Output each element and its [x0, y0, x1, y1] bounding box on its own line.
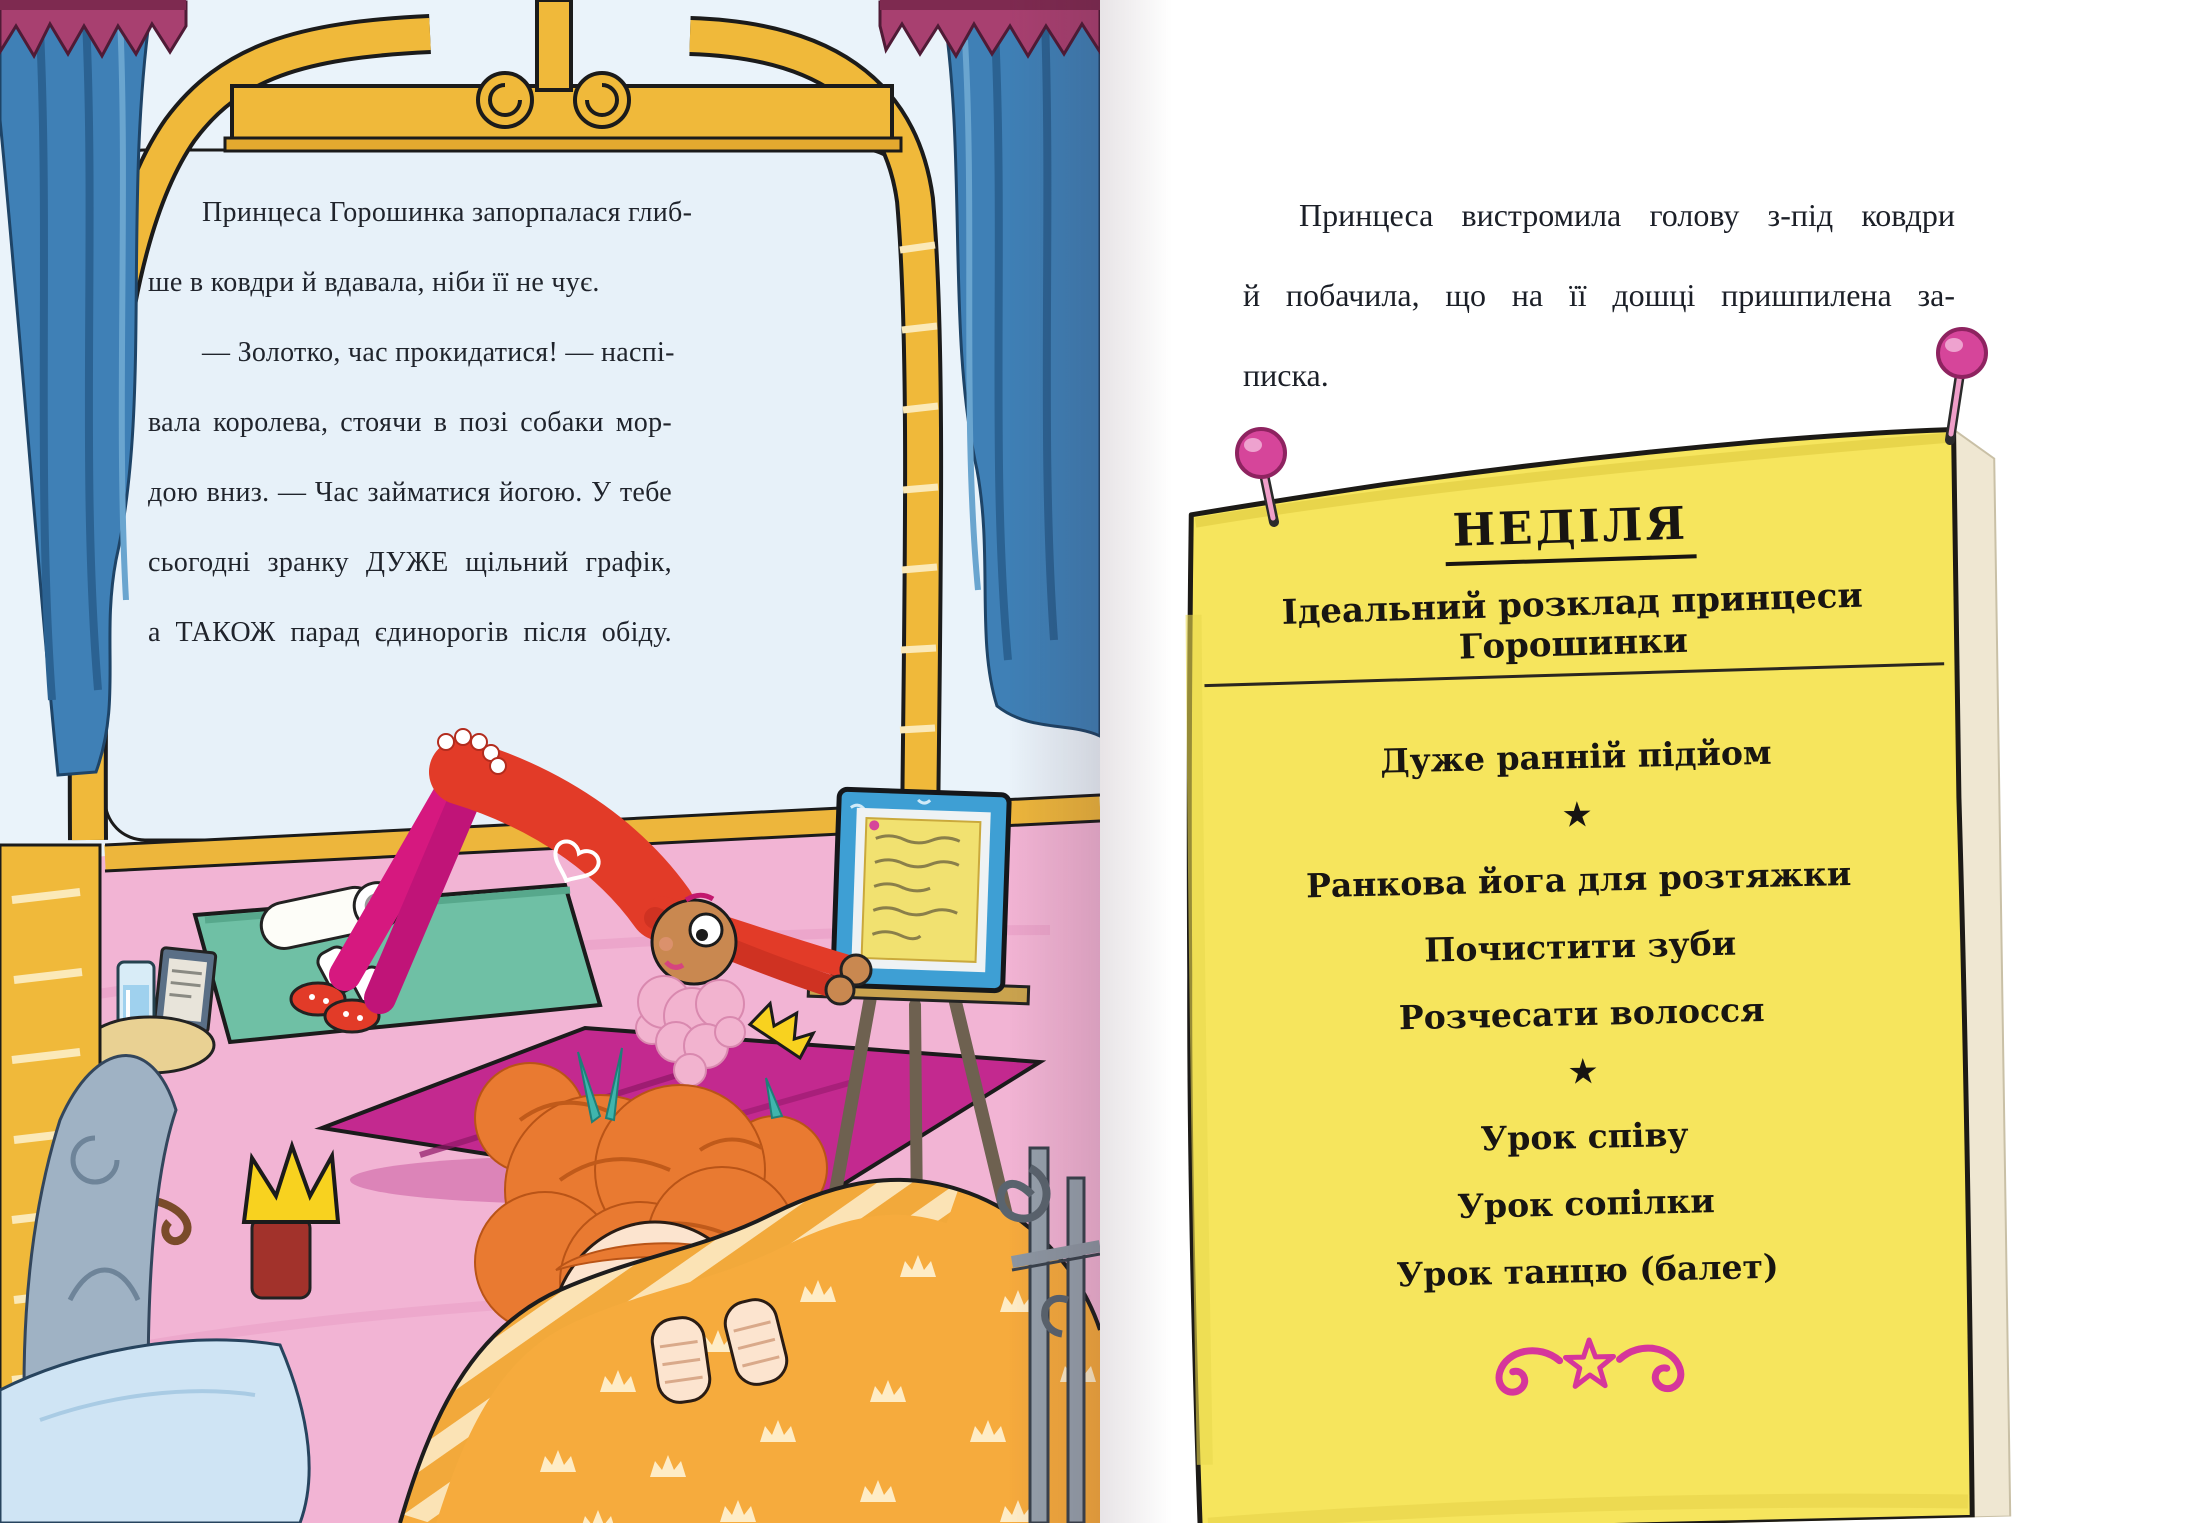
paragraph-line: й побачила, що на її дошці пришпилена за-	[1243, 277, 1955, 313]
schedule-note	[1153, 396, 2026, 1523]
note-subtitle: Ідеальний розклад принцеси Горошинки	[1202, 573, 1944, 687]
story-line: вала королева, стоячи в позі собаки мор-	[148, 407, 672, 438]
paragraph-block	[1243, 175, 1955, 415]
schedule-item: Урок танцю (балет)	[1396, 1246, 1780, 1295]
star-divider-icon: ★	[1568, 1053, 1598, 1091]
schedule-item: Урок сопілки	[1456, 1181, 1716, 1226]
schedule-item: Урок співу	[1480, 1114, 1689, 1159]
story-line: а ТАКОЖ парад єдинорогів після обіду.	[148, 617, 672, 648]
paragraph-line: Принцеса вистромила голову з-під ковдри	[1299, 197, 1955, 233]
schedule-item: Розчесати волосся	[1398, 989, 1765, 1038]
pin-icon	[1228, 420, 1302, 532]
story-line: сьогодні зранку ДУЖЕ щільний графік,	[148, 547, 672, 578]
story-line: дою вниз. — Час займатися йогою. У тебе	[148, 477, 672, 508]
star-divider-icon: ★	[1562, 796, 1592, 834]
note-title: НЕДІЛЯ	[1444, 496, 1697, 566]
story-line: ше в ковдри й вдавала, ніби її не чує.	[148, 267, 600, 298]
schedule-item: Почистити зуби	[1423, 923, 1737, 970]
page-right	[1100, 0, 2200, 1523]
window-post	[537, 0, 571, 90]
schedule-item: Дуже ранній підйом	[1379, 732, 1772, 781]
paragraph-line: писка.	[1243, 357, 1329, 393]
note-content	[1198, 398, 1960, 1411]
pin-icon	[1920, 322, 2000, 454]
schedule-item: Ранкова йога для розтяжки	[1305, 853, 1852, 906]
story-line: Принцеса Горошинка запорпалася глиб-	[202, 197, 693, 228]
story-text-block	[148, 178, 693, 668]
story-line: — Золотко, час прокидатися! — наспі-	[202, 337, 675, 368]
